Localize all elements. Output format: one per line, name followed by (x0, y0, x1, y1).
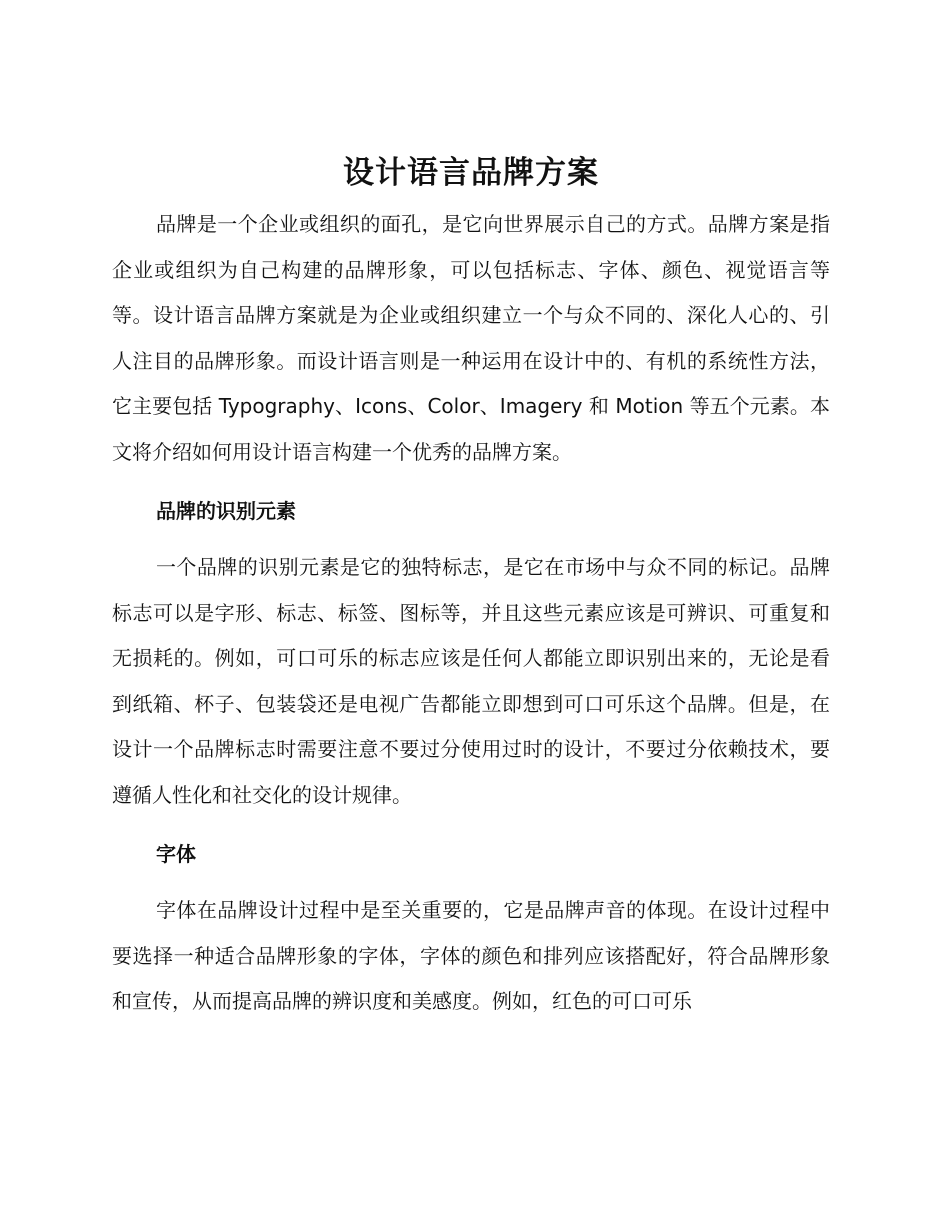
section-body-typeface: 字体在品牌设计过程中是至关重要的，它是品牌声音的体现。在设计过程中要选择一种适合品牌形象的字体，字体的颜色和排列应该搭配好，符合品牌形象和宣传，从而提高品牌的辨识度和美感度。例如，红色的可口可乐 (112, 898, 830, 1013)
intro-paragraph: 品牌是一个企业或组织的面孔，是它向世界展示自己的方式。品牌方案是指企业或组织为自己构建的品牌形象，可以包括标志、字体、颜色、视觉语言等等。设计语言品牌方案就是为企业或组织建立一个与众不同的、深化人心的、引人注目的品牌形象。而设计语言则是一种运用在设计中的、有机的系统性方法，它主要包括 Typography、Icons、Color、Imagery 和 Motion 等五个元素。本文将介绍如何用设计语言构建一个优秀的品牌方案。 (112, 212, 830, 464)
document-title: 设计语言品牌方案 (343, 155, 599, 191)
section-body-brand-identity: 一个品牌的识别元素是它的独特标志，是它在市场中与众不同的标记。品牌标志可以是字形、标志、标签、图标等，并且这些元素应该是可辨识、可重复和无损耗的。例如，可口可乐的标志应该是任何人都能立即识别出来的，无论是看到纸箱、杯子、包装袋还是电视广告都能立即想到可口可乐这个品牌。但是，在设计一个品牌标志时需要注意不要过分使用过时的设计，不要过分依赖技术，要遵循人性化和社交化的设计规律。 (112, 555, 830, 807)
section-heading-typeface: 字体 (156, 842, 196, 866)
document-page (112, 150, 830, 1025)
section-heading-brand-identity: 品牌的识别元素 (156, 499, 296, 523)
